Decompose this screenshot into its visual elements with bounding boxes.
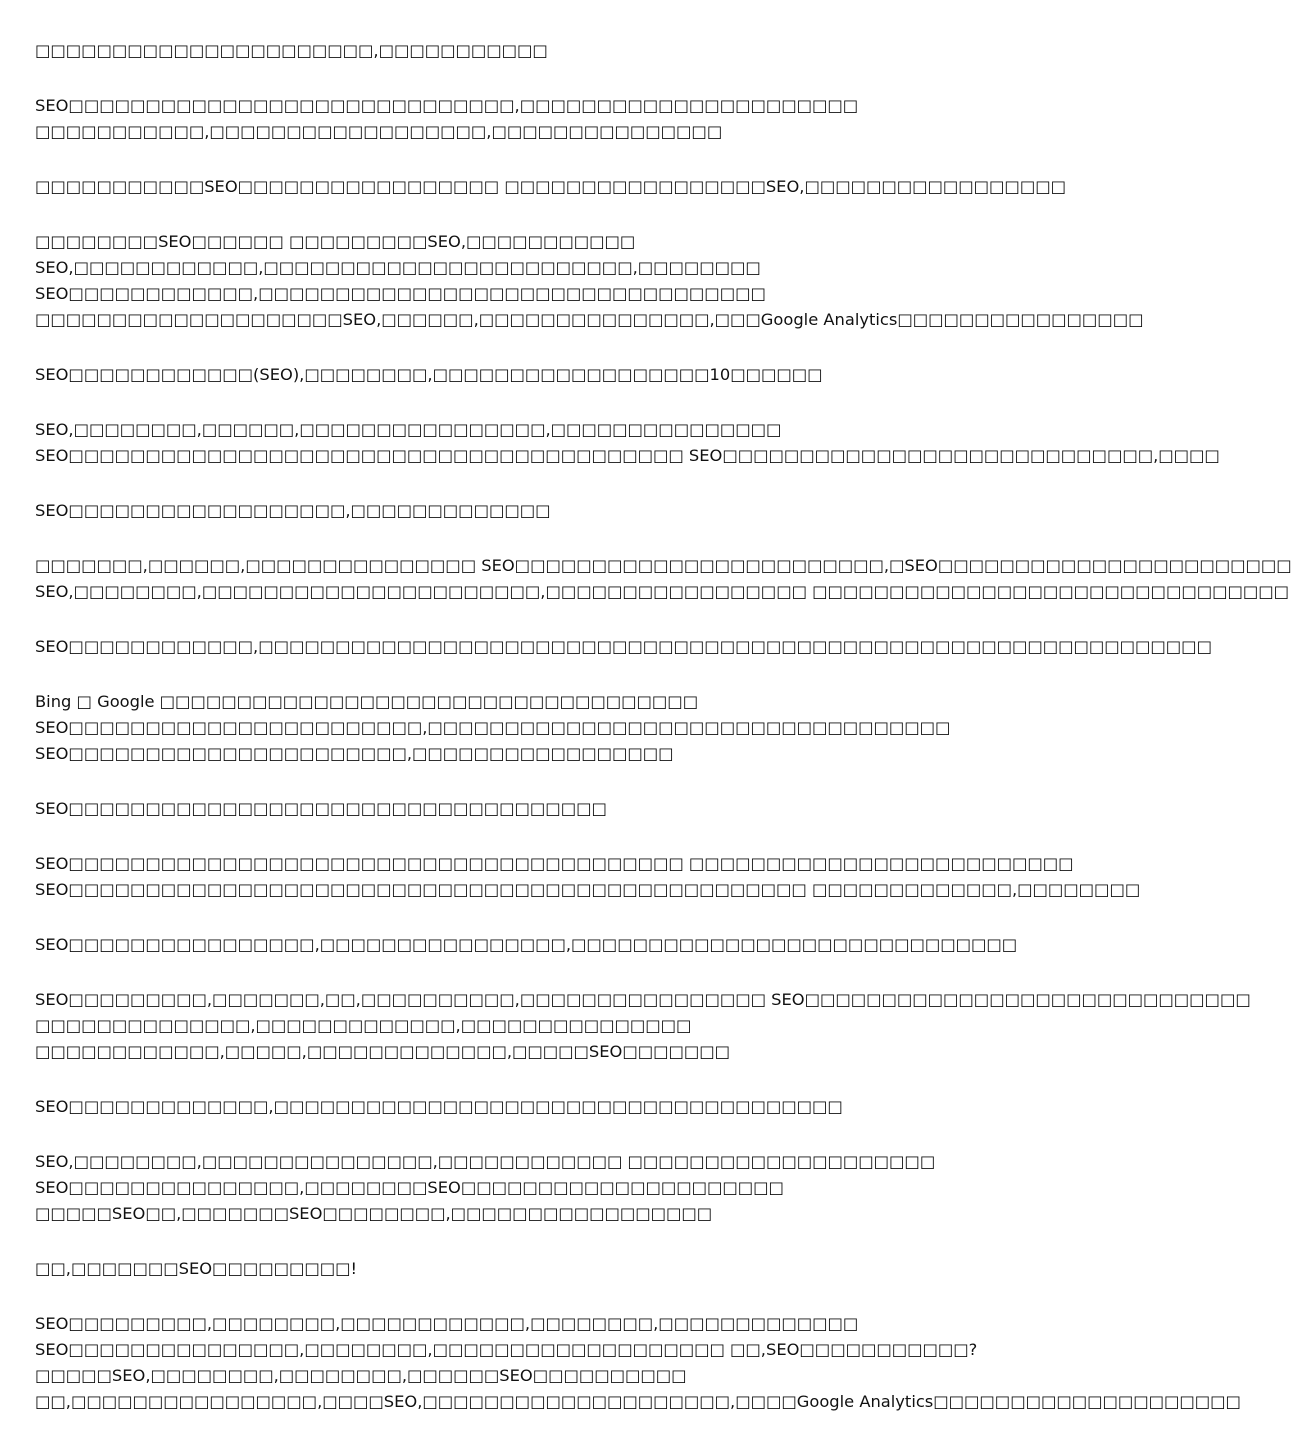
text-line: SEO□□□□□□□□□□□□□□□,□□□□□□□□,□□□□□□□□□□□□□□□□□□□ □□,SEO□□□□□□□□□□□? [35,1340,978,1359]
paragraph [35,174,1066,200]
text-line: SEO□□□□□□□□□□□□(SEO),□□□□□□□□,□□□□□□□□□□□□□□□□□□10□□□□□□ [35,365,823,384]
text-line: SEO□□□□□□□□□,□□□□□□□□,□□□□□□□□□□□□,□□□□□□□□,□□□□□□□□□□□□□ [35,1314,859,1333]
paragraph [35,229,1144,333]
paragraph [35,987,1251,1065]
text-line: □□□□□□□□□□□□□□□□□□□□SEO,□□□□□□,□□□□□□□□□□□□□□□,□□□Google Analytics□□□□□□□□□□□□□□□□ [35,310,1144,329]
text-line: SEO,□□□□□□□□,□□□□□□□□□□□□□□□,□□□□□□□□□□□□ □□□□□□□□□□□□□□□□□□□□ [35,1152,936,1171]
paragraph [35,932,1018,958]
text-line: □□,□□□□□□□SEO□□□□□□□□□! [35,1259,358,1278]
text-line: □□□□□□□□□□□,□□□□□□□□□□□□□□□□□□,□□□□□□□□□□□□□□□ [35,122,723,141]
text-line: □□□□□□□□□□□SEO□□□□□□□□□□□□□□□□□ □□□□□□□□□□□□□□□□□SEO,□□□□□□□□□□□□□□□□□ [35,177,1066,196]
text-line: SEO□□□□□□□□□□□□□□□,□□□□□□□□SEO□□□□□□□□□□□□□□□□□□□□□ [35,1178,784,1197]
text-line: SEO□□□□□□□□□□□□□□□□□□□□□□,□□□□□□□□□□□□□□□□□ [35,744,674,763]
text-line: SEO□□□□□□□□□□□□□,□□□□□□□□□□□□□□□□□□□□□□□□□□□□□□□□□□□□□ [35,1097,843,1116]
paragraph [35,634,1212,660]
text-line: SEO,□□□□□□□□,□□□□□□□□□□□□□□□□□□□□□□,□□□□□□□□□□□□□□□□□ □□□□□□□□□□□□□□□□□□□□□□□□□□□□□□□ [35,582,1290,601]
text-line: □□□□□□□□□□□□□□,□□□□□□□□□□□□□,□□□□□□□□□□□□□□□ [35,1016,692,1035]
document-body [35,38,1292,1444]
text-line: SEO□□□□□□□□□□□□,□□□□□□□□□□□□□□□□□□□□□□□□□□□□□□□□□ [35,284,766,303]
text-line: SEO,□□□□□□□□,□□□□□□,□□□□□□□□□□□□□□□□,□□□□□□□□□□□□□□□ [35,420,782,439]
text-line: □□□□□□□□□□□□□□□□□□□□□□,□□□□□□□□□□□ [35,41,548,60]
paragraph [35,93,1005,145]
paragraph [35,689,1005,767]
text-line: SEO□□□□□□□□□□□□□□□□□□□□□□□,□□□□□□□□□□□□□□□□□□□□□□□□□□□□□□□□□□ [35,718,951,737]
text-line: □□□□□SEO□□,□□□□□□□SEO□□□□□□□□,□□□□□□□□□□□□□□□□□ [35,1204,713,1223]
text-line: SEO□□□□□□□□□□□□□□□□□□□□□□□□□□□□□,□□□□□□□□□□□□□□□□□□□□□□ [35,96,859,115]
text-line: Bing □ Google □□□□□□□□□□□□□□□□□□□□□□□□□□□□□□□□□□□ [35,692,699,711]
paragraph [35,1256,1005,1282]
paragraph [35,1149,1005,1227]
text-line: □□□□□SEO,□□□□□□□□,□□□□□□□□,□□□□□□SEO□□□□□□□□□□ [35,1366,687,1385]
text-line: SEO□□□□□□□□□□□□□□□□□□,□□□□□□□□□□□□□ [35,501,551,520]
text-line: SEO□□□□□□□□□□□□□□□□,□□□□□□□□□□□□□□□□,□□□□□□□□□□□□□□□□□□□□□□□□□□□□□ [35,935,1018,954]
text-line: SEO□□□□□□□□□□□□□□□□□□□□□□□□□□□□□□□□□□□□□□□□ □□□□□□□□□□□□□□□□□□□□□□□□□ [35,854,1074,873]
paragraph [35,553,1292,605]
paragraph [35,417,1220,469]
paragraph [35,1311,1241,1415]
text-line: SEO□□□□□□□□□,□□□□□□□,□□,□□□□□□□□□□,□□□□□□□□□□□□□□□□ SEO□□□□□□□□□□□□□□□□□□□□□□□□□□□□□ [35,990,1251,1009]
text-line: □□□□□□□,□□□□□□,□□□□□□□□□□□□□□□ SEO□□□□□□□□□□□□□□□□□□□□□□□□,□SEO□□□□□□□□□□□□□□□□□□□□□□□ [35,556,1292,575]
paragraph [35,1094,1005,1120]
text-line: □□□□□□□□SEO□□□□□□ □□□□□□□□□SEO,□□□□□□□□□□□ [35,232,636,251]
paragraph [35,498,1005,524]
text-line: SEO□□□□□□□□□□□□□□□□□□□□□□□□□□□□□□□□□□□ [35,799,607,818]
text-line: □□□□□□□□□□□□,□□□□□,□□□□□□□□□□□□□,□□□□□SEO□□□□□□□ [35,1042,731,1061]
paragraph [35,796,1005,822]
paragraph [35,362,1005,388]
text-line: SEO□□□□□□□□□□□□□□□□□□□□□□□□□□□□□□□□□□□□□□□□□□□□□□□□ □□□□□□□□□□□□□,□□□□□□□□ [35,880,1141,899]
text-line: SEO,□□□□□□□□□□□□,□□□□□□□□□□□□□□□□□□□□□□□□,□□□□□□□□ [35,258,761,277]
text-line: □□,□□□□□□□□□□□□□□□□,□□□□SEO,□□□□□□□□□□□□□□□□□□□□,□□□□Google Analytics□□□□□□□□□□□□□□□□□□□□ [35,1392,1241,1411]
paragraph [35,851,1141,903]
paragraph [35,38,1005,64]
text-line: SEO□□□□□□□□□□□□□□□□□□□□□□□□□□□□□□□□□□□□□□□□ SEO□□□□□□□□□□□□□□□□□□□□□□□□□□□□,□□□□ [35,446,1220,465]
text-line: SEO□□□□□□□□□□□□,□□□□□□□□□□□□□□□□□□□□□□□□□□□□□□□□□□□□□□□□□□□□□□□□□□□□□□□□□□□□□□ [35,637,1212,656]
